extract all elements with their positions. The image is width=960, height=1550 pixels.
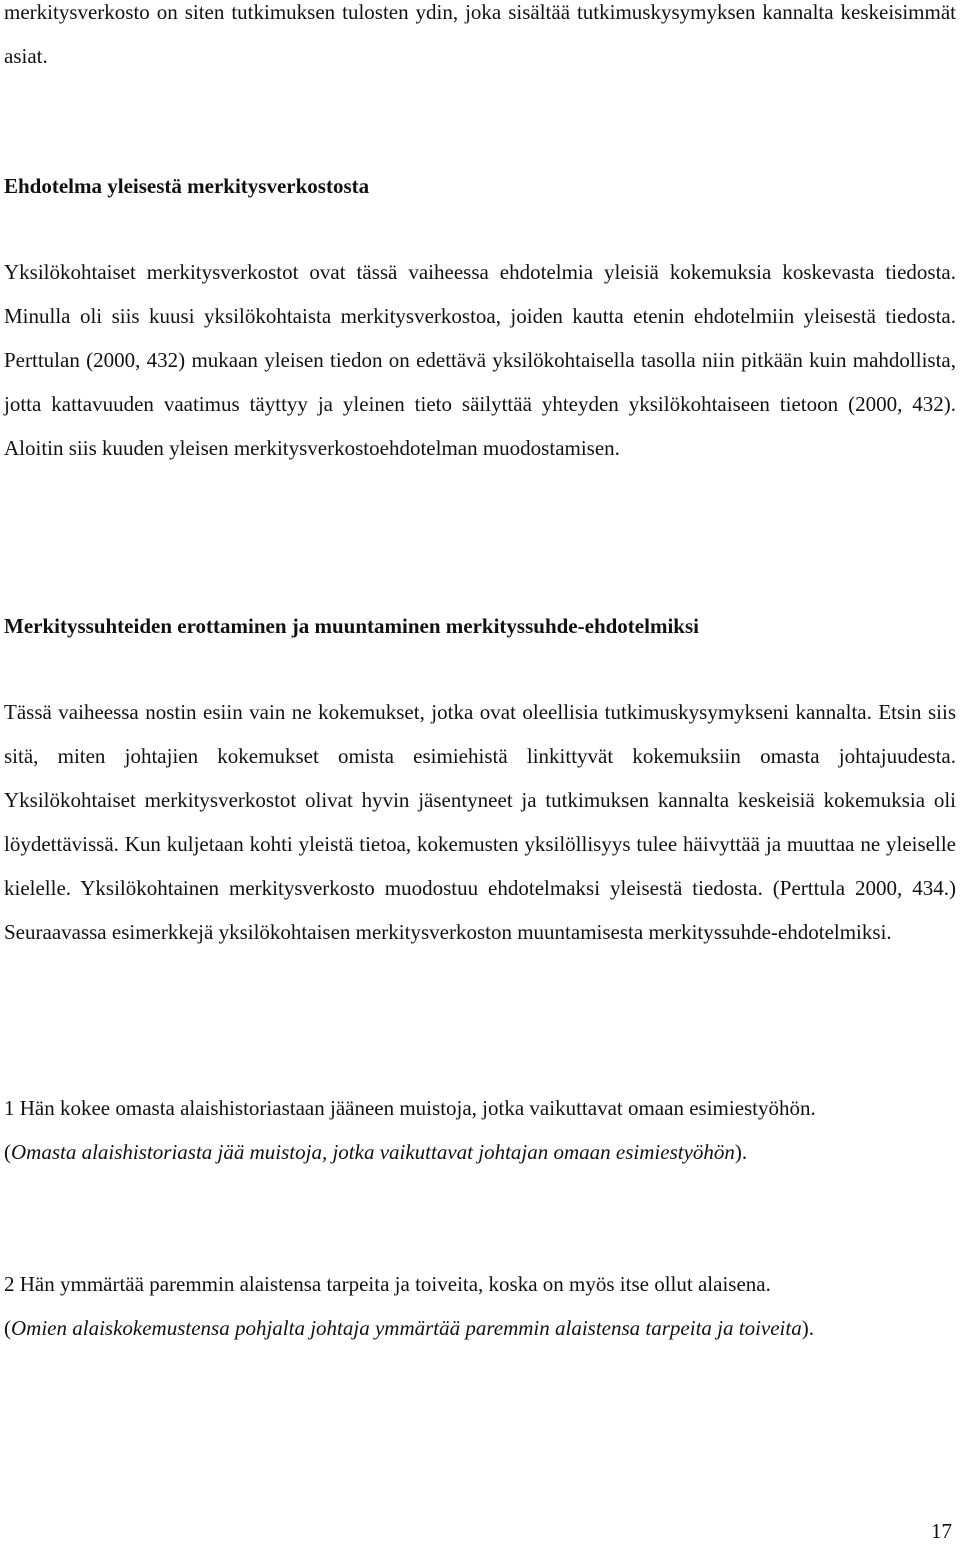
page-number: 17 bbox=[931, 1519, 952, 1543]
example-statement: 2 Hän ymmärtää paremmin alaistensa tarpeita ja toiveita, koska on myös itse ollut alaisena. bbox=[4, 1272, 771, 1296]
close-paren: ). bbox=[734, 1140, 748, 1164]
example-transformed-line bbox=[4, 1130, 956, 1174]
example-transformed: Omien alaiskokemustensa pohjalta johtaja ymmärtää paremmin alaistensa tarpeita ja toiveita bbox=[11, 1316, 802, 1340]
example-item bbox=[4, 1262, 956, 1350]
open-paren: ( bbox=[4, 1316, 11, 1340]
example-statement: 1 Hän kokee omasta alaishistoriastaan jääneen muistoja, jotka vaikuttavat omaan esimiestyöhön. bbox=[4, 1096, 816, 1120]
intro-paragraph: merkitysverkosto on siten tutkimuksen tulosten ydin, joka sisältää tutkimuskysymyksen kannalta keskeisimmät asiat. bbox=[4, 0, 956, 68]
section-heading-general-network: Ehdotelma yleisestä merkitysverkostosta bbox=[4, 174, 370, 198]
section-paragraph-general-network: Yksilökohtaiset merkitysverkostot ovat tässä vaiheessa ehdotelmia yleisiä kokemuksia koskevasta tiedosta. Minulla oli siis kuusi yksilökohtaista merkitysverkostoa, joiden kautta etenin ehdotelmiin yleisestä tiedosta. Perttulan (2000, 432) mukaan yleisen tiedon on edettävä yksilökohtaisella tasolla niin pitkään kuin mahdollista, jotta kattavuuden vaatimus täyttyy ja yleinen tieto säilyttää yhteyden yksilökohtaiseen tietoon (2000, 432). Aloitin siis kuuden yleisen merkitysverkostoehdotelman muodostamisen. bbox=[4, 260, 956, 460]
example-transformed: Omasta alaishistoriasta jää muistoja, jotka vaikuttavat johtajan omaan esimiestyöhön bbox=[11, 1140, 735, 1164]
close-paren: ). bbox=[801, 1316, 814, 1340]
section-heading-meaning-relations: Merkityssuhteiden erottaminen ja muuntaminen merkityssuhde-ehdotelmiksi bbox=[4, 614, 699, 638]
example-item bbox=[4, 1086, 956, 1174]
section-paragraph-meaning-relations: Tässä vaiheessa nostin esiin vain ne kokemukset, jotka ovat oleellisia tutkimuskysymykseni kannalta. Etsin siis sitä, miten johtajien kokemukset omista esimiehistä linkittyvät kokemuksiin omasta johtajuudesta. Yksilökohtaiset merkitysverkostot olivat hyvin jäsentyneet ja tutkimuksen kannalta keskeisiä kokemuksia oli löydettävissä. Kun kuljetaan kohti yleistä tietoa, kokemusten yksilöllisyys tulee häivyttää ja muuttaa ne yleiselle kielelle. Yksilökohtainen merkitysverkosto muodostuu ehdotelmaksi yleisestä tiedosta. (Perttula 2000, 434.) Seuraavassa esimerkkejä yksilökohtaisen merkitysverkoston muuntamisesta merkityssuhde-ehdotelmiksi. bbox=[4, 700, 956, 944]
example-transformed-line bbox=[4, 1306, 956, 1350]
open-paren: ( bbox=[4, 1140, 11, 1164]
